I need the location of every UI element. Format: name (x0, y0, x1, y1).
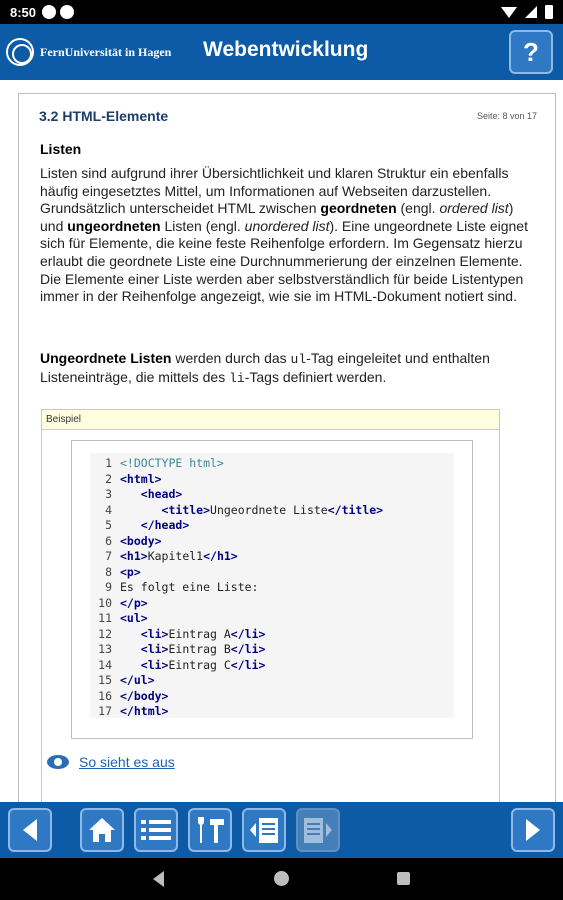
notification-icon (42, 5, 56, 19)
android-nav-bar (0, 858, 563, 900)
example-box (41, 409, 500, 804)
line-code: Es folgt eine Liste: (120, 580, 259, 594)
line-number: 14 (98, 657, 112, 672)
line-number: 13 (98, 642, 112, 656)
back-button[interactable] (8, 808, 52, 852)
example-label: Beispiel (42, 410, 499, 430)
line-number: 3 (105, 487, 112, 501)
preview-link[interactable] (47, 754, 175, 770)
line-number: 16 (98, 688, 112, 703)
line-code: </head> (140, 518, 190, 532)
line-number: 17 (98, 704, 112, 718)
code-listing (90, 453, 454, 718)
paragraph-unordered-lists: Ungeordnete Listen werden durch das ul-Tag eingeleitet und enthalten Listeneinträge, die mittels des li-Tags definiert werden. (40, 350, 490, 386)
home-button[interactable] (80, 808, 124, 852)
line-number: 8 (105, 564, 112, 579)
line-code: <li>Eintrag B</li> (140, 642, 266, 656)
signal-icon (525, 6, 537, 18)
line-code: <ul> (120, 611, 148, 625)
line-code: </body> (120, 688, 169, 703)
help-button[interactable] (509, 30, 553, 74)
wifi-icon (501, 7, 517, 18)
page-number: Seite: 8 von 17 (476, 111, 537, 121)
nav-home-icon[interactable] (274, 871, 289, 886)
battery-icon (545, 5, 553, 19)
line-code: </ul> (120, 673, 155, 687)
previous-page-icon (248, 815, 280, 845)
line-number: 9 (105, 580, 112, 594)
contents-button[interactable] (134, 808, 178, 852)
line-code: <html> (120, 471, 162, 486)
code-block (71, 440, 473, 739)
section-heading: 3.2 HTML-Elemente (39, 108, 169, 124)
next-page-icon (302, 815, 334, 845)
eye-icon (47, 755, 69, 769)
preview-link-label[interactable]: So sieht es aus (79, 754, 175, 770)
line-number: 11 (98, 611, 112, 625)
nav-recents-icon[interactable] (397, 872, 410, 885)
status-time: 8:50 (10, 4, 37, 20)
line-number: 12 (98, 626, 112, 641)
line-code: </p> (120, 595, 148, 610)
university-logo (6, 38, 171, 66)
paragraph-lists-intro: Listen sind aufgrund ihrer Übersichtlichkeit und klaren Struktur ein ebenfalls häufig eingesetztes Mittel, um Informationen auf Webseiten darzustellen. Grundsätzlich unterscheidet HTML zwischen geordneten (engl. ordered list) und ungeordneten Listen (engl. unordered list). Eine ungeordnete Liste eignet sich für Elemente, die keine feste Reihenfolge erfordern. Im Gegensatz hierzu erlaubt die geordnete Liste eine Durchnummerierung der einzelnen Elemente. Die Elemente einer Liste werden aber selbstverständlich für beide Listentypen immer in der Reihenfolge angezeigt, wie sie im HTML-Dokument notiert sind. (40, 165, 528, 305)
line-code: <p> (120, 564, 141, 579)
list-icon (140, 818, 172, 842)
line-number: 2 (105, 471, 112, 486)
app-bar (0, 24, 563, 80)
status-bar (0, 0, 563, 24)
line-number: 10 (98, 595, 112, 610)
line-code: <body> (120, 533, 162, 548)
subheading: Listen (40, 141, 82, 157)
line-code: <li>Eintrag A</li> (140, 626, 266, 641)
logo-icon (6, 38, 34, 66)
line-number: 15 (98, 673, 112, 687)
arrow-right-icon (526, 819, 540, 841)
home-icon (87, 816, 117, 844)
line-number: 4 (105, 502, 112, 517)
line-code: <h1>Kapitel1</h1> (120, 549, 238, 563)
line-code: <title>Ungeordnete Liste</title> (161, 502, 384, 517)
previous-page-button[interactable] (242, 808, 286, 852)
line-number: 5 (105, 518, 112, 532)
line-code: <li>Eintrag C</li> (140, 657, 266, 672)
line-number: 1 (105, 456, 112, 470)
line-code: </html> (120, 704, 169, 718)
question-mark-icon: ? (523, 36, 539, 67)
nav-back-icon[interactable] (153, 871, 164, 887)
line-code: <!DOCTYPE html> (120, 456, 224, 470)
forward-button[interactable] (511, 808, 555, 852)
app-notification-icon (60, 5, 74, 19)
next-page-button[interactable] (296, 808, 340, 852)
arrow-left-icon (23, 819, 37, 841)
tools-icon (194, 815, 226, 845)
logo-text: FernUniversität in Hagen (40, 44, 172, 59)
line-number: 6 (105, 533, 112, 548)
line-code: <head> (140, 487, 183, 501)
line-number: 7 (105, 549, 112, 563)
bottom-toolbar (0, 802, 563, 858)
tools-button[interactable] (188, 808, 232, 852)
app-title: Webentwicklung (203, 38, 369, 61)
lesson-page (18, 93, 556, 805)
